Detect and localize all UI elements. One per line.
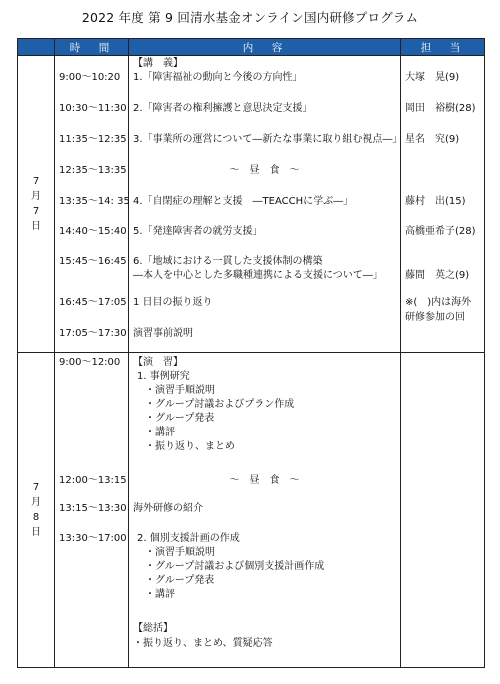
section-label: 【講 義】 — [133, 58, 183, 69]
lecturer: 大塚 晃(9) — [405, 72, 460, 83]
lecture-item: 3.「事業所の運営について―新たな事業に取り組む視点―」 — [133, 134, 403, 145]
exercise-step: ・グループ討議および個別支援計画作成 — [145, 561, 325, 572]
lecturer: 星名 究(9) — [405, 134, 460, 145]
exercise-item: 海外研修の紹介 — [133, 503, 203, 514]
note: ※( )内は海外 — [405, 297, 472, 308]
lecturer: 高橋亜希子(28) — [405, 226, 476, 237]
exercise-step: ・講評 — [145, 427, 175, 438]
time-slot: 10:30～11:30 — [59, 103, 127, 114]
lecture-item: 5.「発達障害者の就労支援」 — [133, 226, 263, 237]
day2-content — [129, 353, 401, 668]
lecture-item: 1 日目の振り返り — [133, 297, 213, 308]
section-label: 【総括】 — [133, 623, 173, 634]
exercise-step: ・振り返り、まとめ — [145, 441, 235, 452]
lecture-item: 1.「障害福祉の動向と今後の方向性」 — [133, 72, 303, 83]
table-header-row — [18, 39, 485, 56]
day2-persons — [401, 353, 485, 668]
lecturer: 藤村 出(15) — [405, 196, 466, 207]
lecture-item-sub: ―本人を中心とした多職種連携による支援について―」 — [133, 270, 383, 281]
day1-content — [129, 56, 401, 353]
lecturer: 藤間 英之(9) — [405, 270, 470, 281]
exercise-step: ・グループ発表 — [145, 413, 215, 424]
page-title: 2022 年度 第 9 回清水基金オンライン国内研修プログラム — [81, 10, 419, 25]
lunch-break: ～ 昼 食 ～ — [229, 165, 300, 176]
exercise-step: ・グループ討議およびプラン作成 — [145, 399, 295, 410]
exercise-item: 2. 個別支援計画の作成 — [137, 533, 240, 544]
lecture-item: 演習事前説明 — [133, 328, 193, 339]
time-slot: 11:35～12:35 — [59, 134, 127, 145]
time-slot: 12:35～13:35 — [59, 165, 127, 176]
time-slot: 12:00～13:15 — [59, 475, 127, 486]
day2-row — [18, 353, 485, 668]
lecture-item: 4.「自閉症の理解と支援 ―TEACCHに学ぶ―」 — [133, 196, 354, 207]
lecture-item: 6.「地域における一貫した支援体制の構築 — [133, 256, 323, 267]
program-table — [17, 38, 485, 668]
header-time: 時 間 — [55, 39, 129, 56]
time-slot: 14:40～15:40 — [59, 226, 127, 237]
time-slot: 9:00～12:00 — [59, 357, 121, 368]
header-person: 担 当 — [401, 39, 485, 56]
time-slot: 16:45～17:05 — [59, 297, 127, 308]
day1-times — [55, 56, 129, 353]
day1-date: 7 月 7 日 — [18, 56, 55, 353]
lecturer: 岡田 裕樹(28) — [405, 103, 476, 114]
day2-date: 7 月 8 日 — [18, 353, 55, 668]
lunch-break: ～ 昼 食 ～ — [229, 475, 300, 486]
time-slot: 13:30～17:00 — [59, 533, 127, 544]
exercise-step: ・演習手順説明 — [145, 385, 215, 396]
time-slot: 17:05～17:30 — [59, 328, 127, 339]
exercise-step: ・演習手順説明 — [145, 547, 215, 558]
section-label: 【演 習】 — [133, 357, 183, 368]
time-slot: 13:35～14: 35 — [59, 196, 130, 207]
day1-row — [18, 56, 485, 353]
time-slot: 9:00～10:20 — [59, 72, 121, 83]
lecture-item: 2.「障害者の権利擁護と意思決定支援」 — [133, 103, 313, 114]
day2-times — [55, 353, 129, 668]
header-date — [18, 39, 55, 56]
header-content: 内 容 — [129, 39, 401, 56]
exercise-item: 1. 事例研究 — [137, 371, 190, 382]
day1-persons — [401, 56, 485, 353]
time-slot: 15:45～16:45 — [59, 256, 127, 267]
time-slot: 13:15～13:30 — [59, 503, 127, 514]
note: 研修参加の回 — [405, 312, 465, 323]
exercise-step: ・グループ発表 — [145, 575, 215, 586]
exercise-step: ・振り返り、まとめ、質疑応答 — [133, 638, 273, 649]
exercise-step: ・講評 — [145, 589, 175, 600]
